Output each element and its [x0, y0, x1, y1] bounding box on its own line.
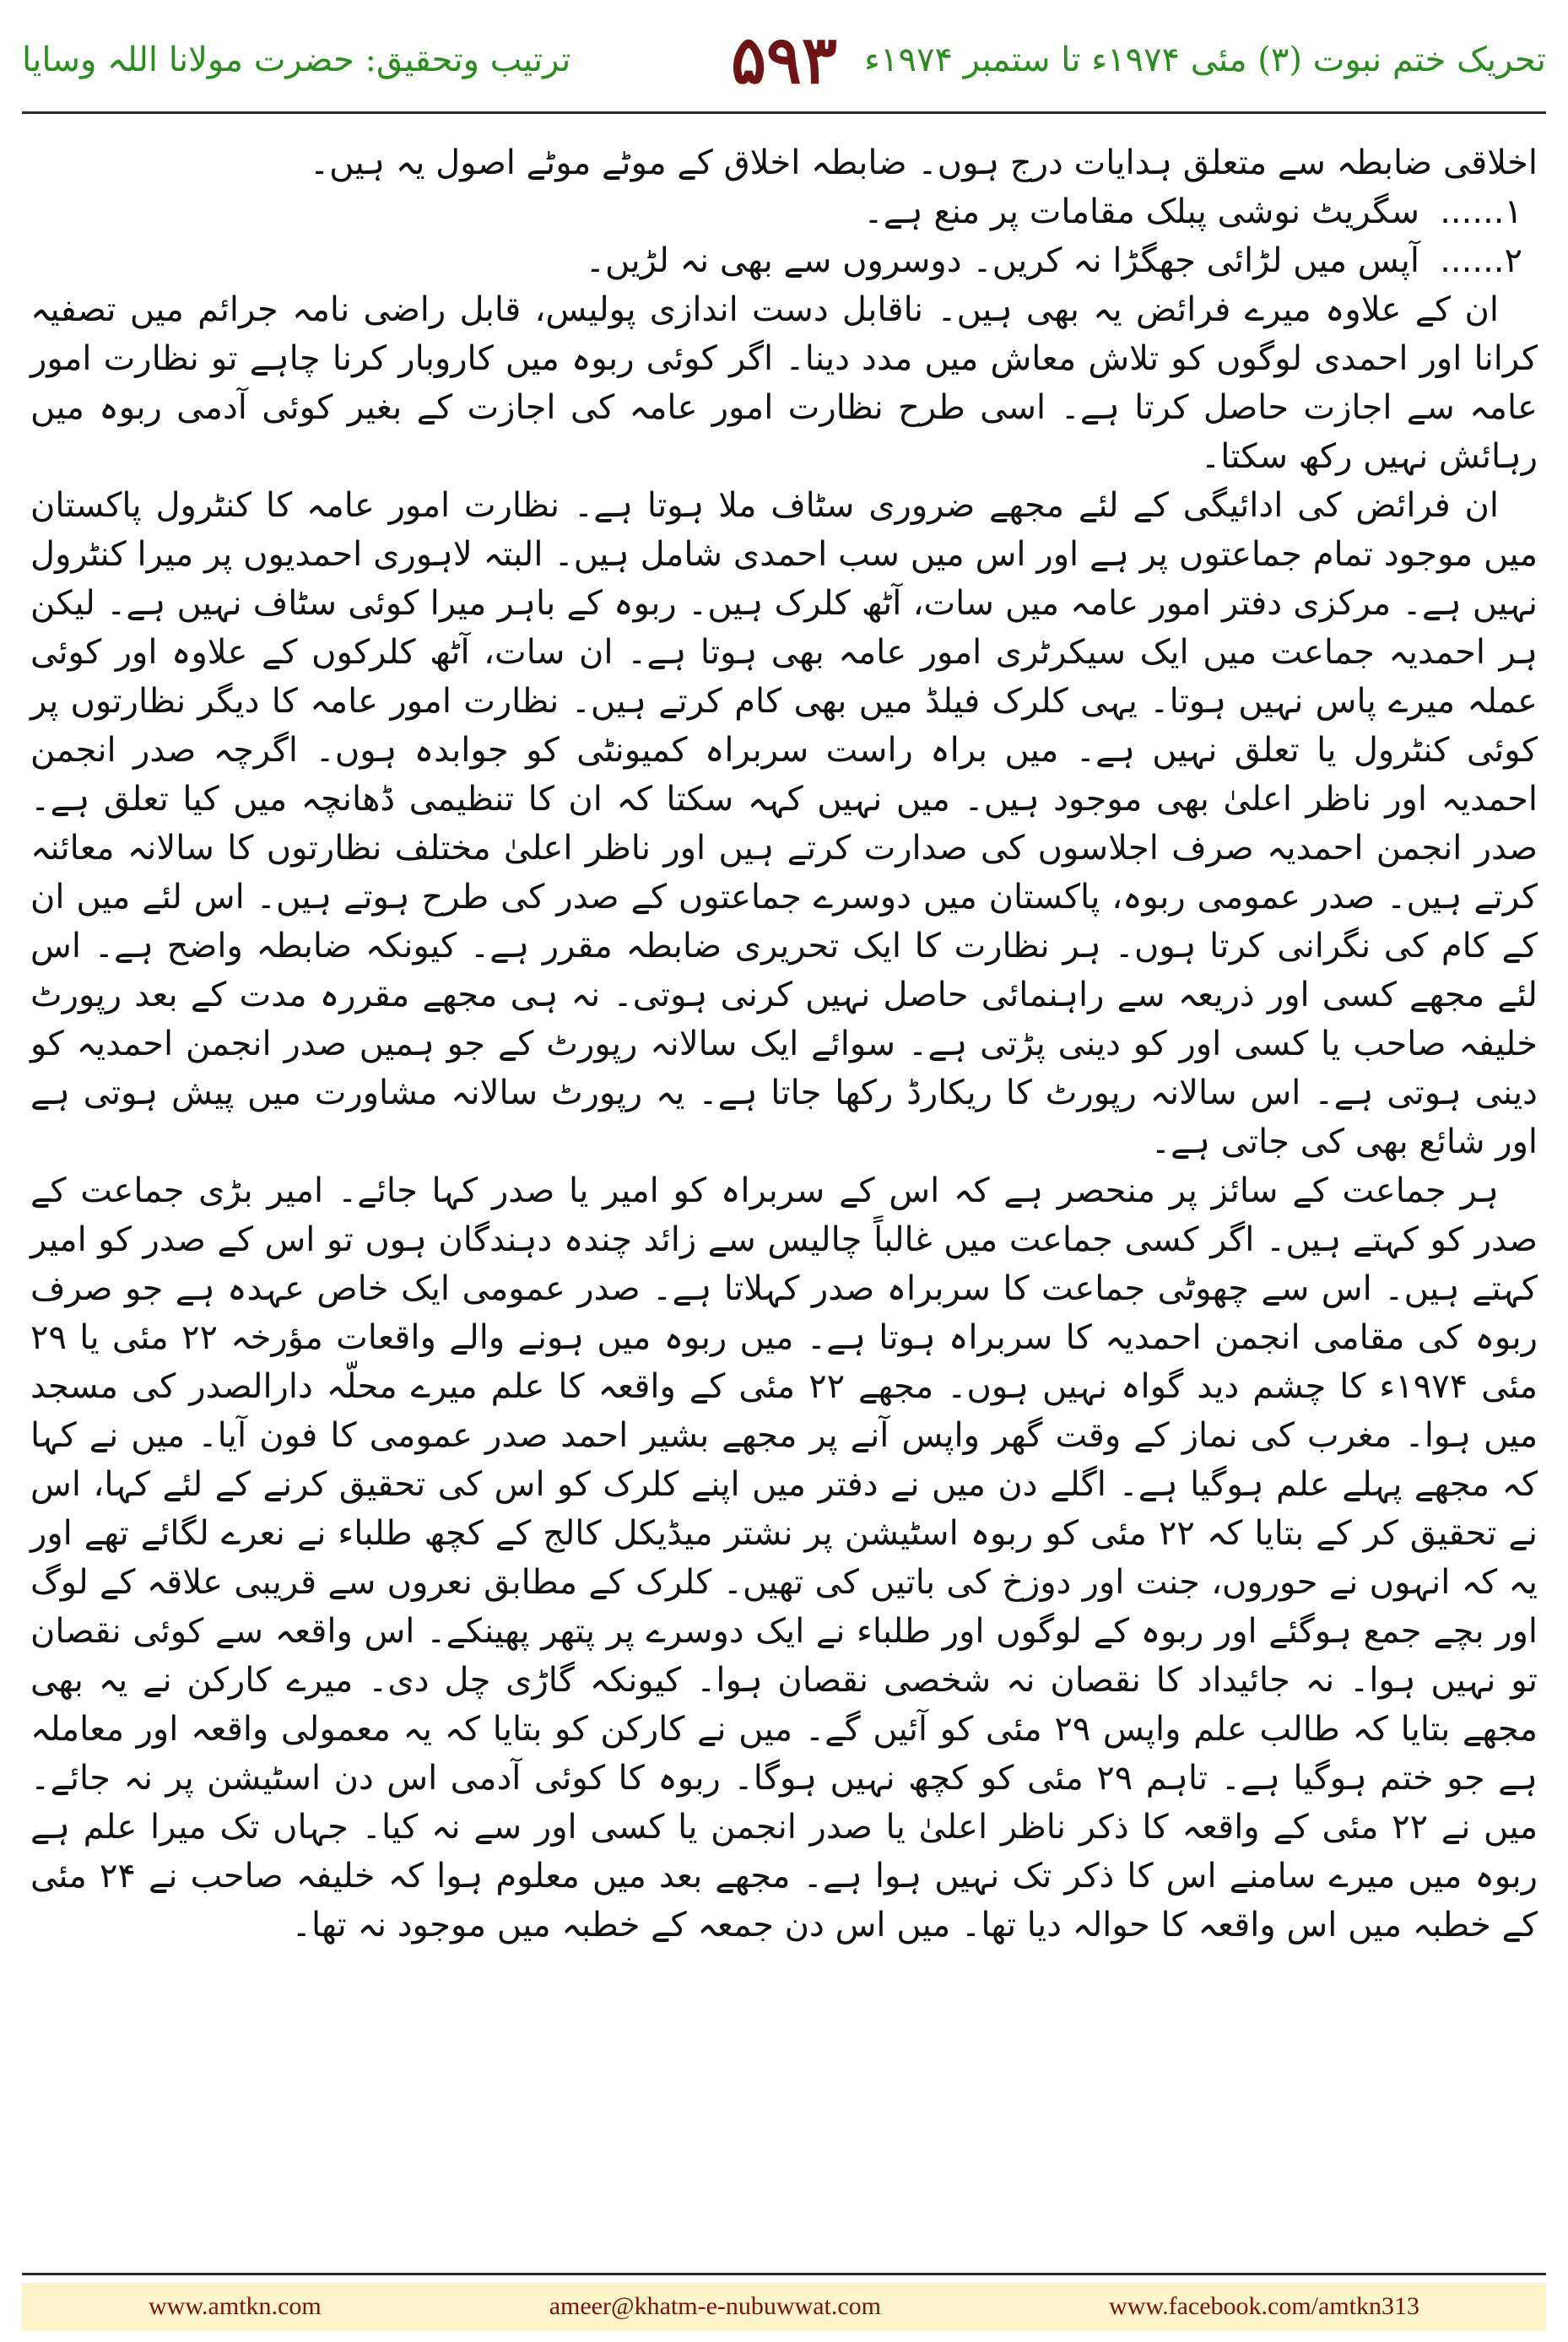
email-link[interactable]: ameer@khatm-e-nubuwwat.com [549, 2292, 882, 2320]
book-title: تحریک ختم نبوت (۳) مئی ۱۹۷۴ء تا ستمبر ۱۹۷۴ء [864, 41, 1546, 79]
list-item-text: آپس میں لڑائی جھگڑا نہ کریں۔ دوسروں سے بھی نہ لڑیں۔ [585, 241, 1419, 280]
paragraph-intro: اخلاقی ضابطہ سے متعلق ہدایات درج ہوں۔ ضابطہ اخلاق کے موٹے موٹے اصول یہ ہیں۔ [309, 143, 1538, 182]
paragraph-duties: ان کے علاوہ میرے فرائض یہ بھی ہیں۔ ناقابل دست اندازی پولیس، قابل راضی نامہ جرائم میں تصفیہ کرانا اور احمدی لوگوں کو تلاش معاش میں مدد دینا۔ اگر کوئی ربوہ میں کاروبار کرنا چاہے تو نظارت امور عامہ سے اجازت حاصل کرتا ہے۔ اسی طرح نظارت امور عامہ کی اجازت کے بغیر کوئی آدمی ربوہ میں رہائش نہیں رکھ سکتا۔ [30, 290, 1538, 476]
compiler-credit: ترتیب وتحقیق: حضرت مولانا اللہ وسایا [22, 41, 571, 79]
page-header [0, 0, 1568, 122]
list-item-number: ۱...... [1440, 192, 1522, 231]
paragraph-staff: ان فرائض کی ادائیگی کے لئے مجھے ضروری سٹاف ملا ہوتا ہے۔ نظارت امور عامہ کا کنٹرول پاکستان میں موجود تمام جماعتوں پر ہے اور اس میں سب احمدی شامل ہیں۔ البتہ لاہوری احمدیوں پر میرا کنٹرول نہیں ہے۔ مرکزی دفتر امور عامہ میں سات، آٹھ کلرک ہیں۔ ربوہ کے باہر میرا کوئی سٹاف نہیں ہے۔ لیکن ہر احمدیہ جماعت میں ایک سیکرٹری امور عامہ بھی ہوتا ہے۔ ان سات، آٹھ کلرکوں کے علاوہ اور کوئی عملہ میرے پاس نہیں ہوتا۔ یہی کلرک فیلڈ میں بھی کام کرتے ہیں۔ نظارت امور عامہ کا دیگر نظارتوں پر کوئی کنٹرول یا تعلق نہیں ہے۔ میں براہ راست سربراہ کمیونٹی کو جوابدہ ہوں۔ اگرچہ صدر انجمن احمدیہ اور ناظر اعلیٰ بھی موجود ہیں۔ میں نہیں کہہ سکتا کہ ان کا تنظیمی ڈھانچہ میں کیا تعلق ہے۔ صدر انجمن احمدیہ صرف اجلاسوں کی صدارت کرتے ہیں اور ناظر اعلیٰ مختلف نظارتوں کا سالانہ معائنہ کرتے ہیں۔ صدر عمومی ربوہ، پاکستان میں دوسرے جماعتوں کے صدر کی طرح ہوتے ہیں۔ اس لئے میں ان کے کام کی نگرانی کرتا ہوں۔ ہر نظارت کا ایک تحریری ضابطہ مقرر ہے۔ کیونکہ ضابطہ واضح ہے۔ اس لئے مجھے کسی اور ذریعہ سے راہنمائی حاصل نہیں کرنی ہوتی۔ نہ ہی مجھے مقررہ مدت کے بعد رپورٹ خلیفہ صاحب یا کسی اور کو دینی پڑتی ہے۔ سوائے ایک سالانہ رپورٹ کے جو ہمیں صدر انجمن احمدیہ کو دینی ہوتی ہے۔ اس سالانہ رپورٹ کا ریکارڈ رکھا جاتا ہے۔ یہ رپورٹ سالانہ مشاورت میں پیش ہوتی ہے اور شائع بھی کی جاتی ہے۔ [30, 486, 1538, 1161]
list-item [30, 236, 1538, 285]
page-body [30, 138, 1538, 2198]
header-divider [22, 111, 1546, 114]
footer-divider [22, 2273, 1546, 2275]
paragraph-incident: ہر جماعت کے سائز پر منحصر ہے کہ اس کے سربراہ کو امیر یا صدر کہا جائے۔ امیر بڑی جماعت کے صدر کو کہتے ہیں۔ اگر کسی جماعت میں غالباً چالیس سے زائد چندہ دہندگان ہوں تو اس کے صدر کو امیر کہتے ہیں۔ اس سے چھوٹی جماعت کا سربراہ صدر کہلاتا ہے۔ صدر عمومی ایک خاص عہدہ ہے جو صرف ربوہ کی مقامی انجمن احمدیہ کا سربراہ ہوتا ہے۔ میں ربوہ میں ہونے والے واقعات مؤرخہ ۲۲ مئی یا ۲۹ مئی ۱۹۷۴ء کا چشم دید گواہ نہیں ہوں۔ مجھے ۲۲ مئی کے واقعہ کا علم میرے محلّہ دارالصدر کی مسجد میں ہوا۔ مغرب کی نماز کے وقت گھر واپس آنے پر مجھے بشیر احمد صدر عمومی کا فون آیا۔ میں نے کہا کہ مجھے پہلے علم ہوگیا ہے۔ اگلے دن میں نے دفتر میں اپنے کلرک کو اس کی تحقیق کرنے کے لئے کہا، اس نے تحقیق کر کے بتایا کہ ۲۲ مئی کو ربوہ اسٹیشن پر نشتر میڈیکل کالج کے کچھ طلباء نے نعرے لگائے تھے اور یہ کہ انہوں نے حوروں، جنت اور دوزخ کی باتیں کی تھیں۔ کلرک کے مطابق نعروں سے قریبی علاقہ کے لوگ اور بچے جمع ہوگئے اور ربوہ کے لوگوں اور طلباء نے ایک دوسرے پر پتھر پھینکے۔ اس واقعہ سے کوئی نقصان تو نہیں ہوا۔ نہ جائیداد کا نقصان نہ شخصی نقصان ہوا۔ کیونکہ گاڑی چل دی۔ میرے کارکن نے یہ بھی مجھے بتایا کہ طالب علم واپس ۲۹ مئی کو آئیں گے۔ میں نے کارکن کو بتایا کہ یہ معمولی واقعہ اور معاملہ ہے جو ختم ہوگیا ہے۔ تاہم ۲۹ مئی کو کچھ نہیں ہوگا۔ ربوہ کا کوئی آدمی اس دن اسٹیشن پر نہ جائے۔ میں نے ۲۲ مئی کے واقعہ کا ذکر ناظر اعلیٰ یا صدر انجمن یا کسی اور سے نہ کیا۔ جہاں تک میرا علم ہے ربوہ میں میرے سامنے اس کا ذکر تک نہیں ہوا ہے۔ مجھے بعد میں معلوم ہوا کہ خلیفہ صاحب نے ۲۴ مئی کے خطبہ میں اس واقعہ کا حوالہ دیا تھا۔ میں اس دن جمعہ کے خطبہ میں موجود نہ تھا۔ [30, 1171, 1538, 1944]
website-link[interactable]: www.amtkn.com [149, 2292, 322, 2320]
facebook-link[interactable]: www.facebook.com/amtkn313 [1109, 2292, 1419, 2320]
page-footer [22, 2283, 1546, 2330]
page-number: ۵۹۳ [731, 22, 837, 99]
list-item-number: ۲...... [1440, 241, 1522, 280]
list-item-text: سگریٹ نوشی پبلک مقامات پر منع ہے۔ [863, 192, 1419, 231]
list-item [30, 187, 1538, 236]
